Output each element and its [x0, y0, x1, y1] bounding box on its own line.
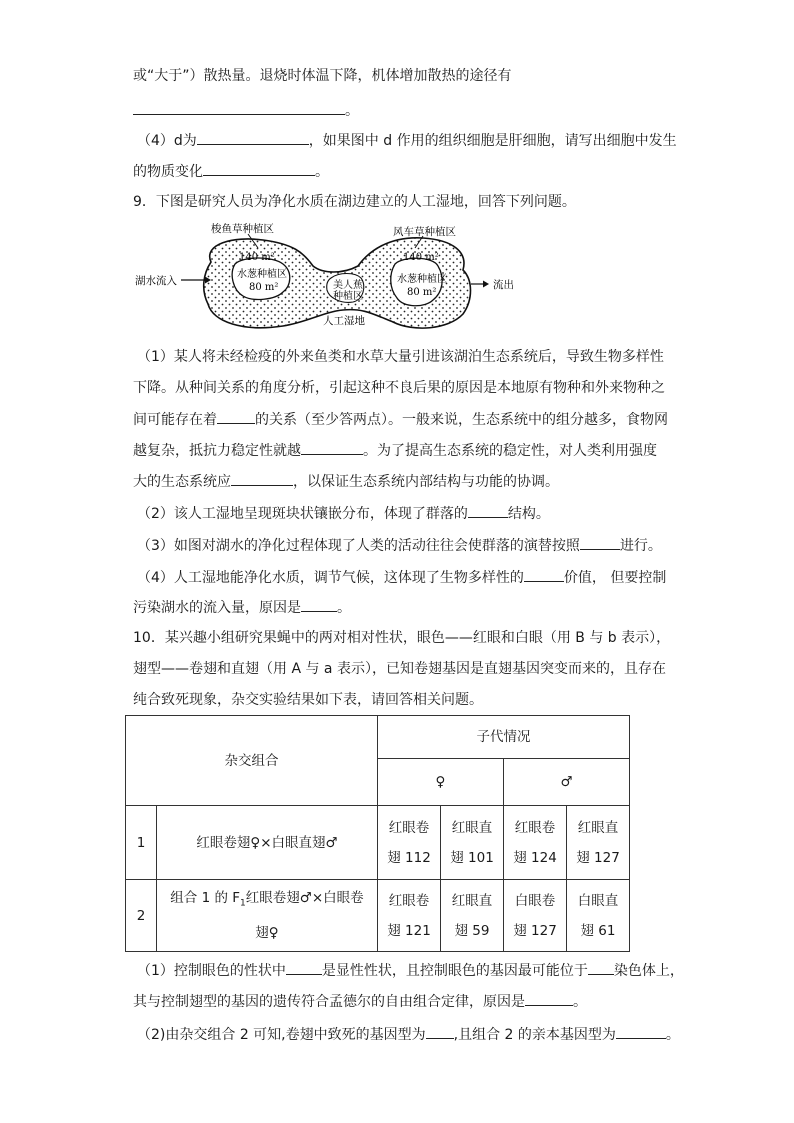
q10-p1-line2 — [133, 991, 587, 1012]
q10-text: 染色体上， — [613, 963, 684, 979]
table-row — [126, 880, 630, 952]
wetland-diagram — [133, 222, 533, 332]
q8-p4-text: 。 — [315, 164, 329, 180]
q9-text: 的关系（至少答两点）。一般来说，生态系统中的组分越多，食物网 — [255, 412, 668, 428]
label-canna-line1: 美人蕉 — [333, 280, 363, 291]
label-inflow: 湖水流入 — [135, 275, 177, 287]
answer-blank[interactable] — [588, 960, 614, 975]
offspring-cell: 红眼直 翅 59 — [441, 880, 504, 952]
answer-blank[interactable] — [301, 440, 363, 455]
header-male: ♂ — [504, 759, 630, 806]
answer-blank[interactable] — [203, 161, 315, 176]
offspring-cell: 红眼直 翅 101 — [441, 806, 504, 880]
q9-p4-line1 — [137, 567, 666, 588]
answer-blank[interactable] — [133, 100, 345, 115]
q9-text: ，以保证生态系统内部结构与功能的协调。 — [293, 474, 559, 490]
q9-p1-line1: （1）某人将未经检疫的外来鱼类和水草大量引进该湖泊生态系统后，导致生物多样性 — [137, 349, 664, 365]
q10-text: 。 — [665, 1027, 680, 1043]
q9-p1-line3 — [133, 409, 668, 430]
label-area-left-140: 140 m² — [239, 252, 275, 263]
offspring-cell: 红眼卷 翅 121 — [378, 880, 441, 952]
q10-text: （2)由杂交组合 2 可知,卷翅中致死的基因型为 — [137, 1027, 426, 1043]
q10-text: 是显性性状，且控制眼色的基因最可能位于 — [321, 963, 588, 979]
q10-p1-line1 — [137, 960, 684, 981]
q8-part4-line2 — [133, 161, 329, 182]
q9-p1-line4 — [133, 440, 657, 461]
q9-text: （4）人工湿地能净化水质，调节气候，这体现了生物多样性的 — [137, 570, 524, 586]
q8-p4-text: ，如果图中 d 作用的组织细胞是肝细胞，请写出细胞中发生 — [308, 133, 677, 149]
offspring-cell: 白眼卷 翅 127 — [504, 880, 567, 952]
q9-stem: 9．下图是研究人员为净化水质在湖边建立的人工湿地，回答下列问题。 — [133, 194, 576, 210]
answer-blank[interactable] — [616, 1024, 666, 1039]
offspring-cell: 红眼直 翅 127 — [567, 806, 630, 880]
label-umbrella-plot: 风车草种植区 — [393, 226, 456, 238]
answer-blank[interactable] — [197, 130, 309, 145]
offspring-cell: 红眼卷 翅 112 — [378, 806, 441, 880]
q9-p4-line2 — [133, 597, 351, 618]
q10-p2 — [137, 1024, 680, 1045]
answer-blank[interactable] — [217, 409, 255, 424]
q10-stem-line2: 翅型——卷翅和直翅（用 A 与 a 表示），已知卷翅基因是直翅基因突变而来的，且存在 — [133, 661, 666, 677]
answer-blank[interactable] — [426, 1024, 454, 1039]
cross-cell: 红眼卷翅♀×白眼直翅♂ — [157, 806, 378, 880]
label-area-left-80: 80 m² — [249, 282, 279, 293]
q10-text: ,且组合 2 的亲本基因型为 — [453, 1027, 616, 1043]
q9-text: 越复杂，抵抗力稳定性就越 — [133, 443, 301, 459]
label-canna-line2: 种植区 — [333, 291, 363, 302]
q9-text: 大的生态系统应 — [133, 474, 231, 490]
q9-p2 — [137, 503, 550, 524]
label-outflow: 流出 — [493, 279, 514, 291]
q9-text: 间可能存在着 — [133, 412, 217, 428]
label-area-right-140: 140 m² — [403, 252, 439, 263]
q9-p3 — [137, 535, 662, 556]
q9-text: （2）该人工湿地呈现斑块状镶嵌分布，体现了群落的 — [137, 506, 468, 522]
answer-blank[interactable] — [524, 567, 564, 582]
q8-period: 。 — [345, 103, 359, 119]
q9-text: 。为了提高生态系统的稳定性，对人类利用强度 — [363, 443, 657, 459]
q9-text: 。 — [337, 600, 351, 616]
q9-text: 结构。 — [507, 506, 550, 522]
offspring-cell: 白眼直 翅 61 — [567, 880, 630, 952]
q10-text: （1）控制眼色的性状中 — [137, 963, 286, 979]
cross-cell: 组合 1 的 $F_1$红眼卷翅♂×白眼卷 翅♀ — [157, 880, 378, 952]
q9-text: 价值， 但要控制 — [563, 570, 667, 586]
q8-answer-line — [133, 100, 359, 121]
answer-blank[interactable] — [580, 535, 620, 550]
q10-stem-line1: 10．某兴趣小组研究果蝇中的两对相对性状，眼色——红眼和白眼（用 B 与 b 表示）， — [133, 630, 671, 646]
answer-blank[interactable] — [286, 960, 322, 975]
header-female: ♀ — [378, 759, 504, 806]
row-number: 2 — [126, 880, 157, 952]
label-area-right-80: 80 m² — [407, 287, 437, 298]
label-pickerel-plot: 梭鱼草种植区 — [211, 223, 274, 235]
q8-p4-text: （4）d为 — [137, 133, 197, 149]
offspring-cell: 红眼卷 翅 124 — [504, 806, 567, 880]
q8-text: 或“大于”）散热量。退烧时体温下降，机体增加散热的途径有 — [133, 68, 512, 84]
q10-text: 其与控制翅型的基因的遗传符合孟德尔的自由组合定律，原因是 — [133, 994, 525, 1010]
q9-p1-line5 — [133, 471, 559, 492]
answer-blank[interactable] — [525, 991, 573, 1006]
q10-text: 。 — [573, 994, 587, 1010]
header-offspring: 子代情况 — [378, 716, 630, 759]
table-row — [126, 806, 630, 880]
cross-results-table — [125, 715, 630, 952]
header-cross: 杂交组合 — [126, 716, 378, 806]
answer-blank[interactable] — [468, 503, 508, 518]
row-number: 1 — [126, 806, 157, 880]
q10-stem-line3: 纯合致死现象，杂交实验结果如下表，请回答相关问题。 — [133, 692, 483, 708]
q8-part4-line1 — [137, 130, 677, 151]
q9-text: （3）如图对湖水的净化过程体现了人类的活动往往会使群落的演替按照 — [137, 538, 580, 554]
q9-text: 污染湖水的流入量，原因是 — [133, 600, 301, 616]
label-onion-left: 水葱种植区 — [237, 269, 287, 280]
q9-p1-line2: 下降。从种间关系的角度分析，引起这种不良后果的原因是本地原有物种和外来物种之 — [133, 380, 665, 396]
answer-blank[interactable] — [301, 597, 337, 612]
label-onion-right: 水葱种植区 — [397, 274, 447, 285]
q9-text: 进行。 — [619, 538, 662, 554]
answer-blank[interactable] — [231, 471, 293, 486]
label-wetland: 人工湿地 — [323, 315, 365, 327]
q8-p4-text: 的物质变化 — [133, 164, 203, 180]
q8-continuation-line — [133, 66, 512, 86]
